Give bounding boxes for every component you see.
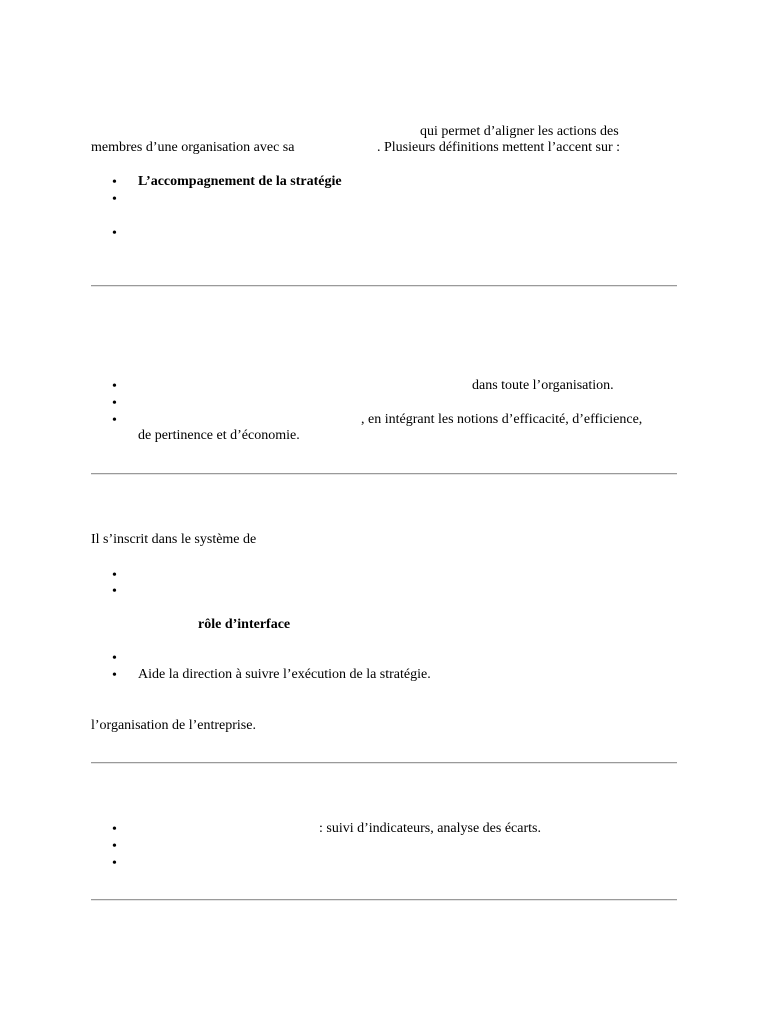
bullet-icon xyxy=(112,225,120,242)
bullet-icon xyxy=(112,567,120,584)
list-item: : suivi d’indicateurs, analyse des écarts. xyxy=(319,821,541,836)
bullet-icon xyxy=(112,583,120,600)
list-item: , en intégrant les notions d’efficacité, d’efficience, xyxy=(361,412,643,427)
horizontal-divider xyxy=(91,285,677,287)
horizontal-divider xyxy=(91,899,677,901)
bullet-icon xyxy=(112,174,120,191)
list-item: L’accompagnement de la stratégie xyxy=(138,174,342,189)
horizontal-divider xyxy=(91,762,677,764)
horizontal-divider xyxy=(91,473,677,475)
paragraph-line: qui permet d’aligner les actions des xyxy=(420,124,619,139)
bullet-icon xyxy=(112,412,120,429)
bullet-icon xyxy=(112,838,120,855)
paragraph-line: l’organisation de l’entreprise. xyxy=(91,718,256,733)
bullet-icon xyxy=(112,650,120,667)
bullet-icon xyxy=(112,667,120,684)
bullet-icon xyxy=(112,378,120,395)
paragraph-line: Il s’inscrit dans le système de xyxy=(91,532,257,547)
paragraph-line: membres d’une organisation avec sa xyxy=(91,140,295,155)
bullet-icon xyxy=(112,855,120,872)
list-item: Aide la direction à suivre l’exécution de la stratégie. xyxy=(138,667,431,682)
list-item: dans toute l’organisation. xyxy=(472,378,614,393)
paragraph-line: rôle d’interface xyxy=(198,617,291,632)
bullet-icon xyxy=(112,191,120,208)
list-item: de pertinence et d’économie. xyxy=(138,428,300,443)
paragraph-line: . Plusieurs définitions mettent l’accent sur : xyxy=(377,140,621,155)
bullet-icon xyxy=(112,821,120,838)
bullet-icon xyxy=(112,395,120,412)
